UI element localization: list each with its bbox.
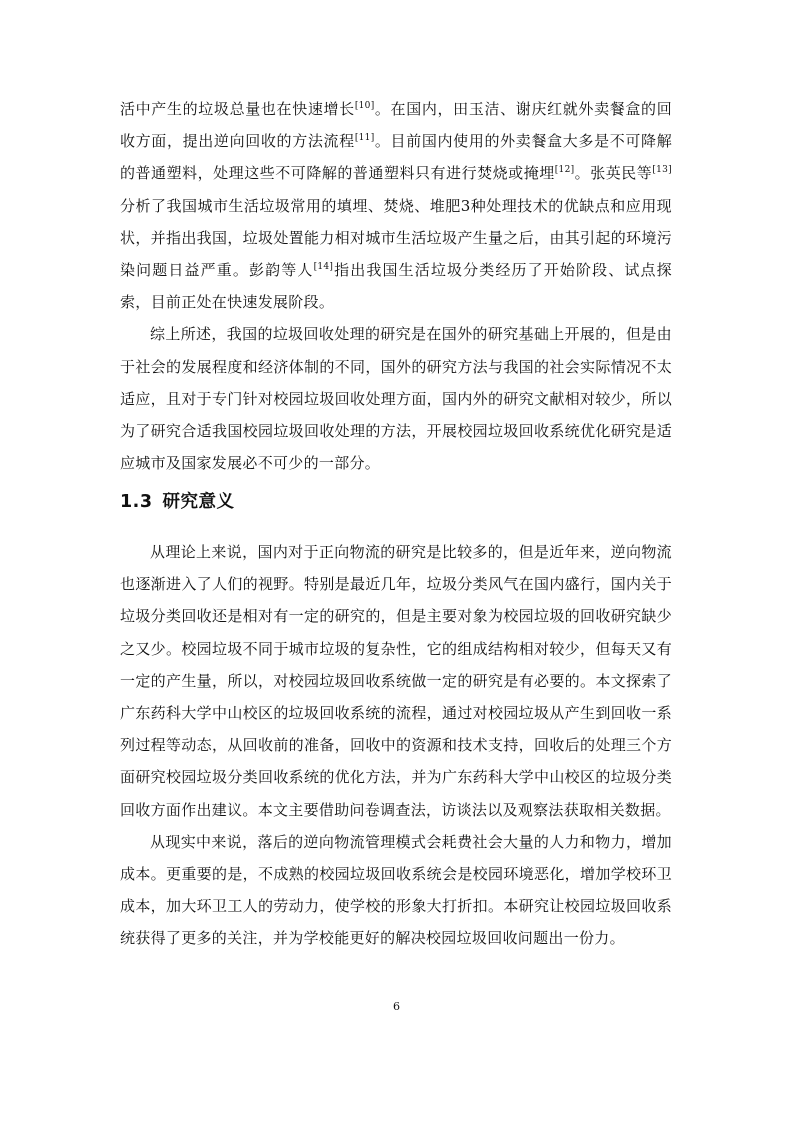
section-number: 1.3	[120, 492, 153, 512]
text-run: 。张英民等	[574, 164, 653, 183]
text-run: 综上所述，我国的垃圾回收处理的研究是在国外的研究基础上开展的，但是由于社会的发展程度和经济体制的不同，国外的研究方法与我国的社会实际情况不太适应，且对于专门针对校园垃圾回收处理方面，国内外的研究文献相对较少，所以为了研究合适我国校园垃圾回收处理的方法，开展校园垃圾回收系统优化研究是适应城市及国家发展必不可少的一部分。	[120, 325, 672, 473]
text-run: 从现实中来说，落后的逆向物流管理模式会耗费社会大量的人力和物力，增加成本。更重要的是，不成熟的校园垃圾回收系统会是校园环境恶化，增加学校环卫成本，加大环卫工人的劳动力，使学校的形象大打折扣。本研究让校园垃圾回收系统获得了更多的关注，并为学校能更好的解决校园垃圾回收问题出一份力。	[120, 832, 672, 948]
paragraph	[120, 536, 672, 826]
text-run: 活中产生的垃圾总量也在快速增长	[120, 100, 355, 118]
citation-ref: [13]	[652, 165, 672, 176]
citation-ref: [11]	[354, 133, 375, 144]
citation-ref: [10]	[354, 101, 375, 111]
body-text-top	[120, 93, 672, 479]
paragraph	[120, 318, 672, 479]
text-run: 分析了我国城市生活垃圾常用的填埋、焚烧、堆肥3种处理技术的优缺点和应用现状，并指出我国，垃圾处置能力相对城市生活垃圾产生量之后，由其引起的环境污染问题日益严重。彭韵等人	[120, 196, 672, 280]
paragraph	[120, 826, 672, 955]
text-run: 。目前国内使用的外卖餐盒大多是不可降解的普通塑料，处理这些不可降解的普通塑料只有进行焚烧或掩埋	[120, 132, 672, 183]
text-run: 指出我国生活垃圾分类经历了开始阶段、试点探索，目前正处在快速发展阶段。	[120, 261, 672, 312]
paragraph	[120, 93, 672, 318]
section-title: 研究意义	[162, 492, 235, 512]
text-run: 。在国内，田玉洁、谢庆红就外卖餐盒的回收方面，提出逆向回收的方法流程	[120, 100, 672, 151]
text-run: 从理论上来说，国内对于正向物流的研究是比较多的，但是近年来，逆向物流也逐渐进入了人们的视野。特别是最近几年，垃圾分类风气在国内盛行，国内关于垃圾分类回收还是相对有一定的研究的，但是主要对象为校园垃圾的回收研究缺少之又少。校园垃圾不同于城市垃圾的复杂性，它的组成结构相对较少，但每天又有一定的产生量，所以，对校园垃圾回收系统做一定的研究是有必要的。本文探索了广东药科大学中山校区的垃圾回收系统的流程，通过对校园垃圾从产生到回收一系列过程等动态，从回收前的准备，回收中的资源和技术支持，回收后的处理三个方面研究校园垃圾分类回收系统的优化方法，并为广东药科大学中山校区的垃圾分类回收方面作出建议。本文主要借助问卷调查法，访谈法以及观察法获取相关数据。	[120, 543, 672, 819]
page-number: 6	[393, 1000, 400, 1013]
citation-ref: [12]	[554, 165, 575, 176]
section-heading	[120, 488, 235, 513]
body-text-bottom	[120, 536, 672, 955]
citation-ref: [14]	[313, 262, 334, 273]
